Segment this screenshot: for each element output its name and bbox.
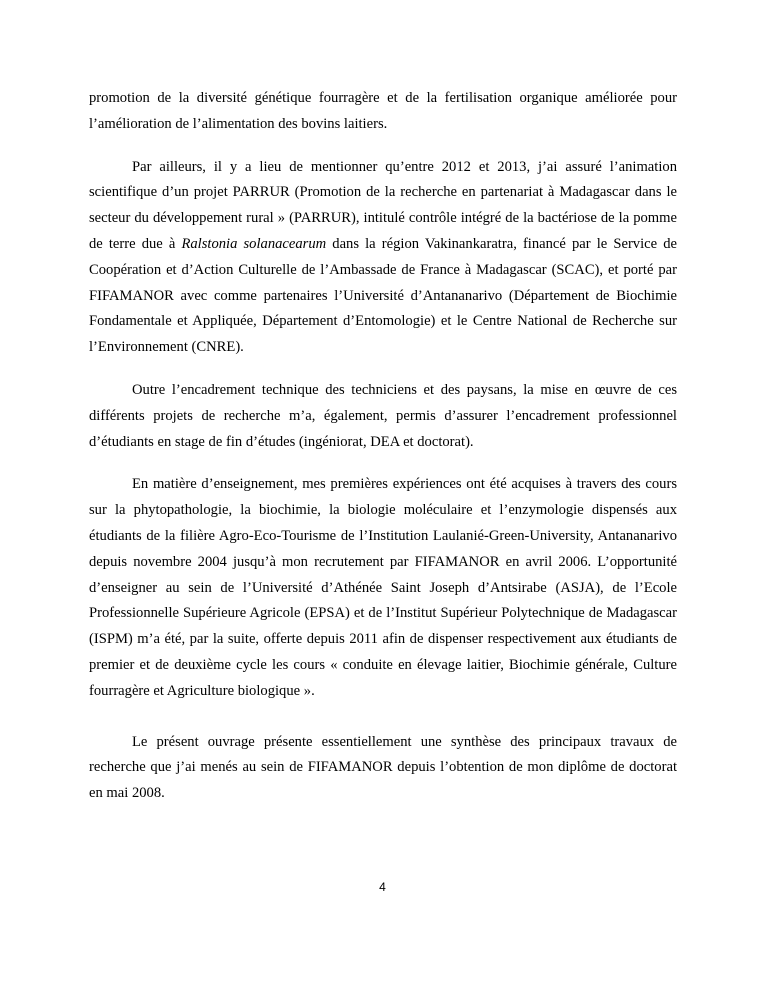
paragraph-continuation: promotion de la diversité génétique fourragère et de la fertilisation organique améliorée pour l’amélioration de l’alimentation des bovins laitiers. [89, 90, 677, 132]
paragraph-supervision: Outre l’encadrement technique des techniciens et des paysans, la mise en œuvre de ces différents projets de recherche m’a, également, permis d’assurer l’encadrement professionnel d’étudiants en stage de fin d’études (ingéniorat, DEA et doctorat). [89, 381, 677, 450]
paragraph-parrur-text-start: Par ailleurs, il y a lieu de mentionner qu’entre 2012 et 2013, j’ai assuré l’animation scientifique d’un projet PARRUR (Promotion de la recherche en partenariat à Madagascar dans le secteur du développement rural » (PARRUR), intitulé contrôle intégré de la bactériose de la pomme de terre due à [89, 158, 677, 252]
species-name-italic: Ralstonia solanacearum [181, 235, 327, 252]
paragraph-teaching: En matière d’enseignement, mes premières expériences ont été acquises à travers des cours sur la phytopathologie, la biochimie, la biologie moléculaire et l’enzymologie dispensés aux étudiants de la filière Agro-Eco-Tourisme de l’Institution Laulanié-Green-University, Antananarivo depuis novembre 2004 jusqu’à mon recrutement par FIFAMANOR en avril 2006. L’opportunité d’enseigner au sein de l’Université d’Athénée Saint Joseph d’Antsirabe (ASJA), de l’Ecole Professionnelle Supérieure Agricole (EPSA) et de l’Institut Supérieur Polytechnique de Madagascar (ISPM) m’a été, par la suite, offerte depuis 2011 afin de dispenser respectivement aux étudiants de premier et de deuxième cycle les cours « conduite en élevage laitier, Biochimie générale, Culture fourragère et Agriculture biologique ». [89, 476, 677, 699]
paragraph-parrur-project [89, 155, 677, 361]
paragraph-parrur-text-end: dans la région Vakinankaratra, financé par le Service de Coopération et d’Action Culturelle de l’Ambassade de France à Madagascar (SCAC), et porté par FIFAMANOR avec comme partenaires l’Université d’Antananarivo (Département de Biochimie Fondamentale et Appliquée, Département d’Entomologie) et le Centre National de Recherche sur l’Environnement (CNRE). [89, 235, 677, 356]
paragraph-synthesis: Le présent ouvrage présente essentiellement une synthèse des principaux travaux de recherche que j’ai menés au sein de FIFAMANOR depuis l’obtention de mon diplôme de doctorat en mai 2008. [89, 733, 677, 802]
page-number: 4 [379, 880, 386, 894]
page-body [89, 86, 677, 807]
